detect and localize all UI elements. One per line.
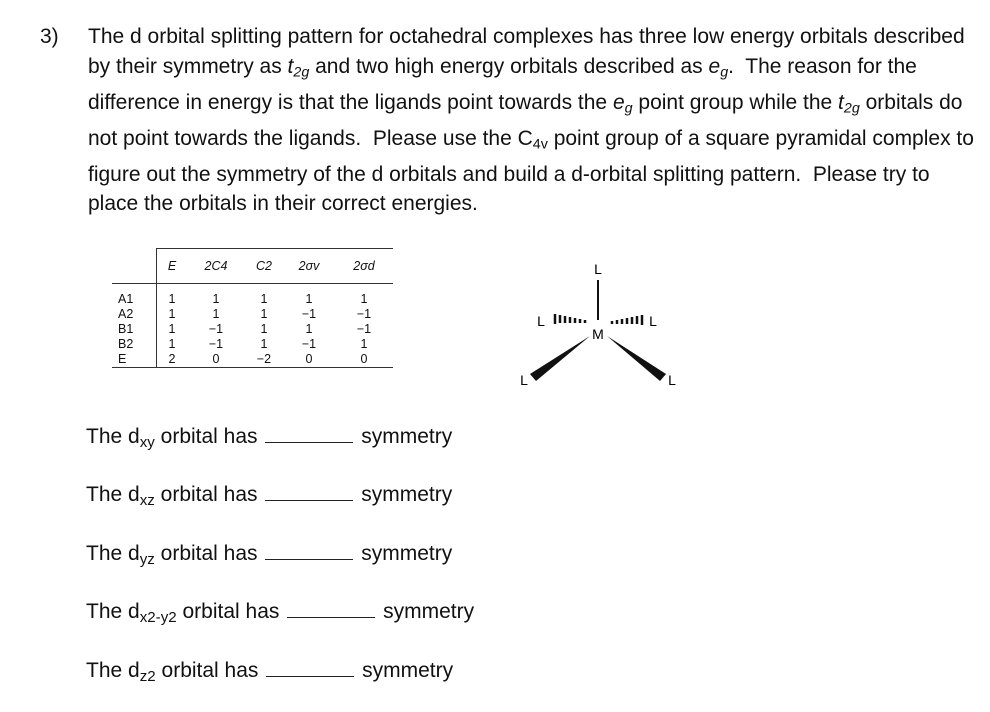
q-prefix: The d [86,425,140,448]
ligand-lower-left-label: L [520,372,528,388]
character-cell: 1 [212,307,220,321]
character-cell: 0 [335,352,393,368]
character-cell: −1 [301,337,317,351]
table-row [112,322,393,337]
character-cell: −1 [208,337,224,351]
q-middle: orbital has [160,542,258,565]
ligand-right-label: L [649,313,657,329]
q-middle: orbital has [161,659,259,682]
question-dyz [86,541,452,573]
hashed-bond-left [555,314,585,324]
question-dx2-y2 [86,599,474,631]
q-subscript: z2 [139,667,156,685]
character-cell: 1 [168,337,176,351]
q-suffix: symmetry [361,542,453,565]
qtext-seg: $t_{2g}$ [838,90,860,117]
wedge-bond-left [530,336,590,381]
col-header-2sigma-d: 2σd [335,249,393,284]
square-pyramidal-structure [520,250,700,400]
q-middle: orbital has [160,425,258,448]
question-number: 3) [40,25,59,48]
irrep-label: A1 [112,284,157,308]
character-cell: 2 [157,352,188,368]
q-prefix: The d [86,483,140,506]
character-cell: −1 [356,322,372,336]
qtext-seg: $t_{2g}$ [287,54,310,81]
question-text [88,22,978,219]
irrep-label: B2 [112,337,157,352]
q-subscript: yz [139,550,155,568]
q-suffix: symmetry [362,659,454,682]
q-middle: orbital has [160,483,258,506]
q-prefix: The d [86,600,140,623]
answer-blank-dyz[interactable] [265,541,353,560]
wedge-bond-right [607,336,666,381]
irrep-label: E [112,352,157,368]
table-row [112,337,393,352]
character-cell: 1 [168,292,176,306]
q-prefix: The d [86,659,140,682]
table-row [112,307,393,322]
qtext-seg: $e_g$ [708,54,729,81]
question-dxy [86,424,452,456]
character-cell: −1 [356,307,372,321]
qtext-seg: . The reason for the difference in energy is that the ligands point towards the [88,54,917,114]
character-cell: −2 [245,352,283,368]
q-suffix: symmetry [383,600,475,623]
character-cell: 1 [168,322,176,336]
ligand-left-label: L [537,313,545,329]
character-cell: 1 [260,292,268,306]
q-subscript: x2-y2 [139,608,177,626]
character-cell: 1 [305,292,313,306]
table-row [112,352,393,368]
question-dxz [86,482,452,514]
answer-blank-dxz[interactable] [265,482,353,501]
character-cell: 0 [283,352,335,368]
q-middle: orbital has [182,600,280,623]
col-header-C2: C2 [245,249,283,284]
character-cell: 1 [260,337,268,351]
character-table [112,248,393,368]
hashed-bond-right [612,315,642,325]
character-cell: 1 [305,322,313,336]
q-suffix: symmetry [361,483,453,506]
character-cell: 1 [260,307,268,321]
irrep-header [112,249,157,284]
q-subscript: xy [139,433,155,451]
metal-label: M [592,326,604,342]
qtext-seg: The d orbital splitting pattern for octahedral complexes has three low energy orbitals described by their symmetry as [88,25,965,78]
table-row [112,284,393,308]
answer-blank-dz2[interactable] [266,658,354,677]
character-cell: 1 [168,307,176,321]
q-subscript: xz [139,491,155,509]
character-cell: 1 [360,337,368,351]
q-prefix: The d [86,542,140,565]
character-cell: 1 [360,292,368,306]
character-cell: 0 [187,352,245,368]
character-cell: 1 [212,292,220,306]
character-cell: −1 [208,322,224,336]
q-suffix: symmetry [361,425,453,448]
qtext-seg: and two high energy orbitals described as [309,54,709,78]
col-header-2sigma-v: 2σv [283,249,335,284]
qtext-seg: point group while the [632,90,839,114]
question-dz2 [86,658,453,690]
character-cell: 1 [260,322,268,336]
ligand-axial-label: L [594,261,602,277]
answer-blank-dx2-y2[interactable] [287,599,375,618]
character-table-header [112,249,393,284]
qtext-seg: $e_g$ [612,90,633,117]
answer-blank-dxy[interactable] [265,424,353,443]
col-header-E: E [157,249,188,284]
irrep-label: B1 [112,322,157,337]
ligand-lower-right-label: L [668,372,676,388]
character-cell: −1 [301,307,317,321]
qtext-seg: orbitals do not point towards the ligands. Please use the $C_{4v}$ point group of a square pyramidal complex to figure out the symmetry of the d orbitals and build a d-orbital splitting pattern. Please try to place the orbitals in their correct energies. [88,90,974,216]
col-header-2C4: 2C4 [187,249,245,284]
irrep-label: A2 [112,307,157,322]
